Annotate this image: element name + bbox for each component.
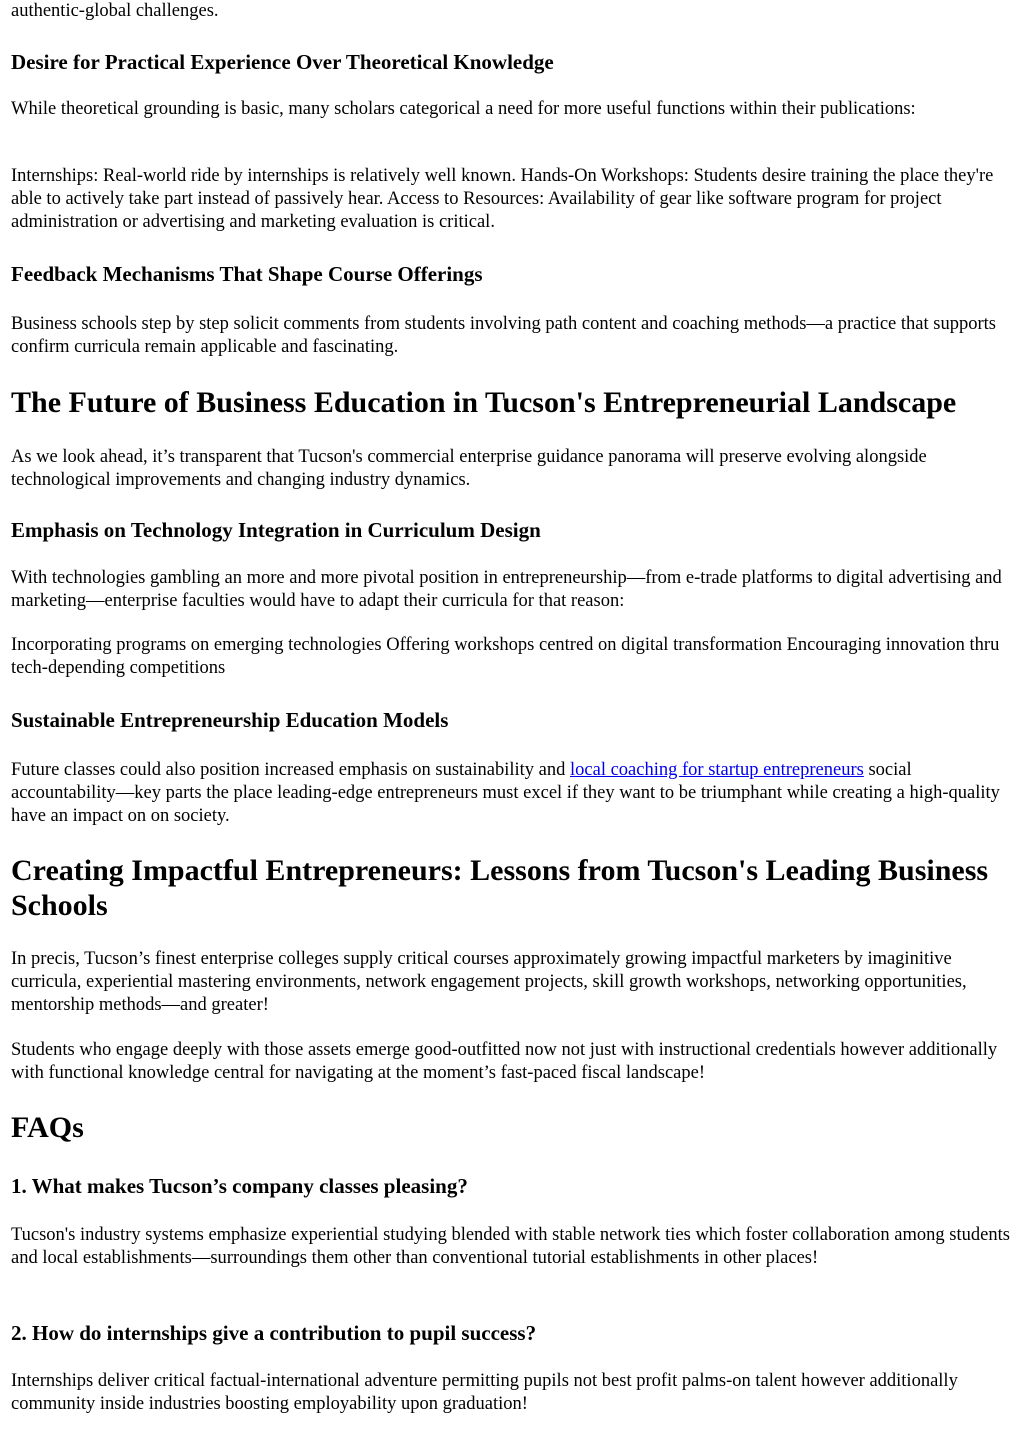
paragraph-technology-list: Incorporating programs on emerging technologies Offering workshops centred on digital transformation Encouraging innovation thru tech-depending competitions <box>11 635 1000 678</box>
paragraph-future: As we look ahead, it’s transparent that Tucson's commercial enterprise guidance panorama will preserve evolving alongside technological improvements and changing industry dynamics. <box>11 447 927 490</box>
heading-technology-integration: Emphasis on Technology Integration in Curriculum Design <box>11 518 541 542</box>
faq-answer-1: Tucson's industry systems emphasize experiential studying blended with stable network ties which foster collaboration among students and local establishments—surroundings them other than conventional tutorial establishments in other places! <box>11 1225 1010 1268</box>
heading-sustainable-entrepreneurship: Sustainable Entrepreneurship Education Models <box>11 708 449 732</box>
paragraph-impactful-students: Students who engage deeply with those assets emerge good-outfitted now not just with instructional credentials however additionally with functional knowledge central for navigating at the moment’s fast-paced fiscal landscape! <box>11 1040 998 1083</box>
faq-answer-2: Internships deliver critical factual-international adventure permitting pupils not best profit palms-on talent however additionally community inside industries boosting employability upon graduation! <box>11 1371 958 1414</box>
heading-feedback-mechanisms: Feedback Mechanisms That Shape Course Offerings <box>11 262 483 286</box>
paragraph-sustainable-text-before: Future classes could also position increased emphasis on sustainability and <box>11 760 571 780</box>
paragraph-impactful-summary: In precis, Tucson’s finest enterprise colleges supply critical courses approximately growing impactful marketers by imaginitive curricula, experiential mastering environments, network engagement projects, skill growth workshops, networking opportunities, mentorship methods—and greater! <box>11 949 967 1015</box>
paragraph-practical-list: Internships: Real-world ride by internships is relatively well known. Hands-On Workshops: Students desire training the place they're able to actively take part instead of passively hear. Access to Resources: Availability of gear like software program for project administration or advertising and marketing evaluation is critical. <box>11 166 994 232</box>
local-coaching-link[interactable]: local coaching for startup entrepreneurs <box>570 760 864 780</box>
heading-future-business-education: The Future of Business Education in Tucson's Entrepreneurial Landscape <box>11 386 957 419</box>
paragraph-technology-intro: With technologies gambling an more and more pivotal position in entrepreneurship—from e-trade platforms to digital advertising and marketing—enterprise faculties would have to adapt their curricula for that reason: <box>11 568 1002 611</box>
paragraph-feedback: Business schools step by step solicit comments from students involving path content and coaching methods—a practice that supports confirm curricula remain applicable and fascinating. <box>11 314 996 357</box>
heading-practical-experience: Desire for Practical Experience Over Theoretical Knowledge <box>11 50 554 74</box>
paragraph-sustainable-text-after: social accountability—key parts the place leading-edge entrepreneurs must excel if they want to be triumphant while creating a high-quality have an impact on on society. <box>11 760 1000 826</box>
heading-faqs: FAQs <box>11 1111 84 1144</box>
paragraph-practical-intro: While theoretical grounding is basic, many scholars categorical a need for more useful functions within their publications: <box>11 99 916 119</box>
paragraph-sustainable <box>11 759 1011 828</box>
paragraph-fragment: authentic-global challenges. <box>11 1 219 21</box>
faq-question-1: 1. What makes Tucson’s company classes pleasing? <box>11 1174 468 1198</box>
faq-question-2: 2. How do internships give a contribution to pupil success? <box>11 1321 537 1345</box>
heading-creating-impactful-entrepreneurs: Creating Impactful Entrepreneurs: Lessons from Tucson's Leading Business Schools <box>11 854 989 922</box>
